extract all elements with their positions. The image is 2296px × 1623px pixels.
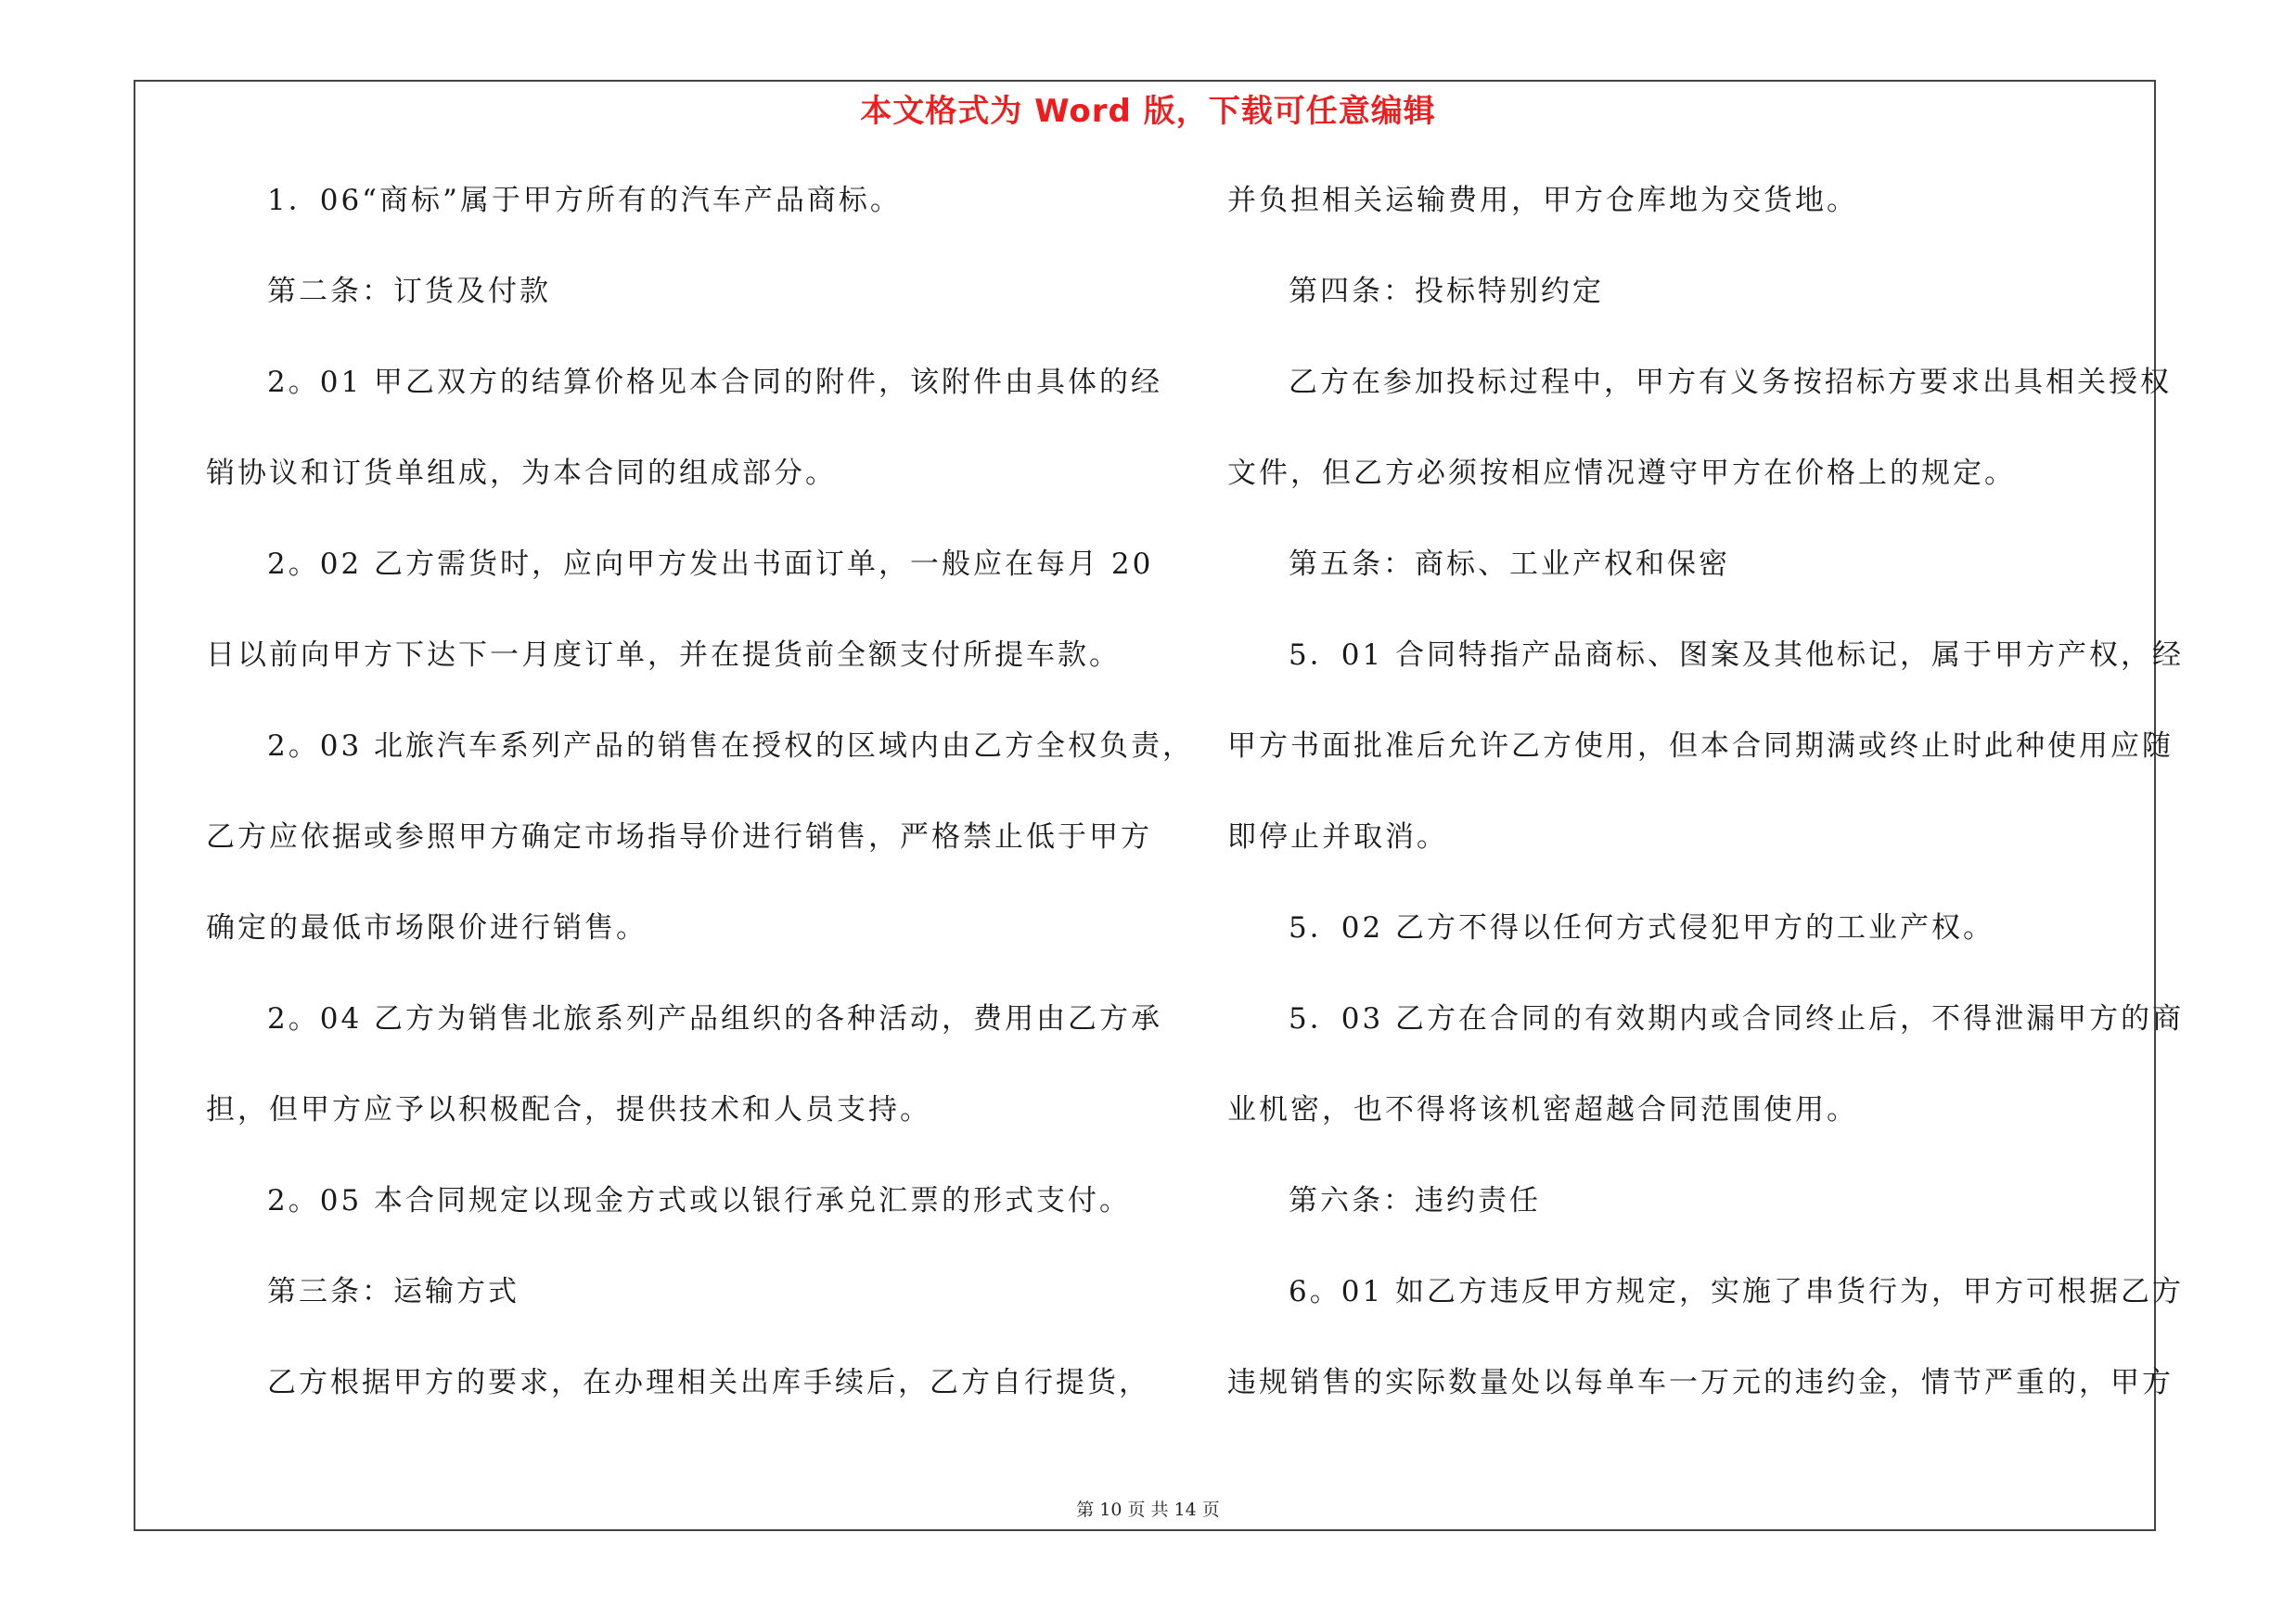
text-line: 并负担相关运输费用，甲方仓库地为交货地。 [1227,184,1858,217]
text-line: 销协议和订货单组成，为本合同的组成部分。 [206,457,837,490]
text-line: 2。04 乙方为销售北旅系列产品组织的各种活动，费用由乙方承 [267,1002,1163,1036]
text-line: 6。01 如乙方违反甲方规定，实施了串货行为，甲方可根据乙方 [1289,1275,2185,1308]
text-line: 第二条：订货及付款 [267,275,551,308]
text-line: 1．06“商标”属于甲方所有的汽车产品商标。 [267,184,902,217]
text-line: 2。02 乙方需货时，应向甲方发出书面订单，一般应在每月 20 [267,547,1154,581]
text-line: 业机密，也不得将该机密超越合同范围使用。 [1227,1093,1858,1127]
text-line: 5．03 乙方在合同的有效期内或合同终止后，不得泄漏甲方的商 [1289,1002,2185,1036]
text-line: 第六条：违约责任 [1289,1184,1541,1217]
text-line: 2。01 甲乙双方的结算价格见本合同的附件，该附件由具体的经 [267,366,1163,399]
text-line: 日以前向甲方下达下一月度订单，并在提货前全额支付所提车款。 [206,638,1121,672]
right-column [1227,182,2185,1455]
text-line: 2。03 北旅汽车系列产品的销售在授权的区域内由乙方全权负责， [267,729,1195,763]
text-line: 乙方应依据或参照甲方确定市场指导价进行销售，严格禁止低于甲方 [206,820,1152,854]
text-line: 担，但甲方应予以积极配合，提供技术和人员支持。 [206,1093,931,1127]
text-line: 违规销售的实际数量处以每单车一万元的违约金，情节严重的，甲方 [1227,1366,2174,1399]
text-line: 乙方在参加投标过程中，甲方有义务按招标方要求出具相关授权 [1289,366,2172,399]
text-line: 文件，但乙方必须按相应情况遵守甲方在价格上的规定。 [1227,457,2016,490]
text-line: 乙方根据甲方的要求，在办理相关出库手续后，乙方自行提货， [267,1366,1150,1399]
text-line: 第三条：运输方式 [267,1275,519,1308]
format-banner: 本文格式为 Word 版，下载可任意编辑 [860,93,1436,130]
text-line: 即停止并取消。 [1227,820,1448,854]
text-line: 确定的最低市场限价进行销售。 [206,911,648,945]
text-line: 2。05 本合同规定以现金方式或以银行承兑汇票的形式支付。 [267,1184,1132,1217]
text-line: 5．02 乙方不得以任何方式侵犯甲方的工业产权。 [1289,911,1995,945]
left-column [206,182,1195,1455]
text-line: 5．01 合同特指产品商标、图案及其他标记，属于甲方产权，经 [1289,638,2185,672]
text-line: 第五条：商标、工业产权和保密 [1289,547,1730,581]
text-line: 第四条：投标特别约定 [1289,275,1604,308]
text-line: 甲方书面批准后允许乙方使用，但本合同期满或终止时此种使用应随 [1227,729,2174,763]
page-footer: 第 10 页 共 14 页 [1076,1500,1220,1520]
